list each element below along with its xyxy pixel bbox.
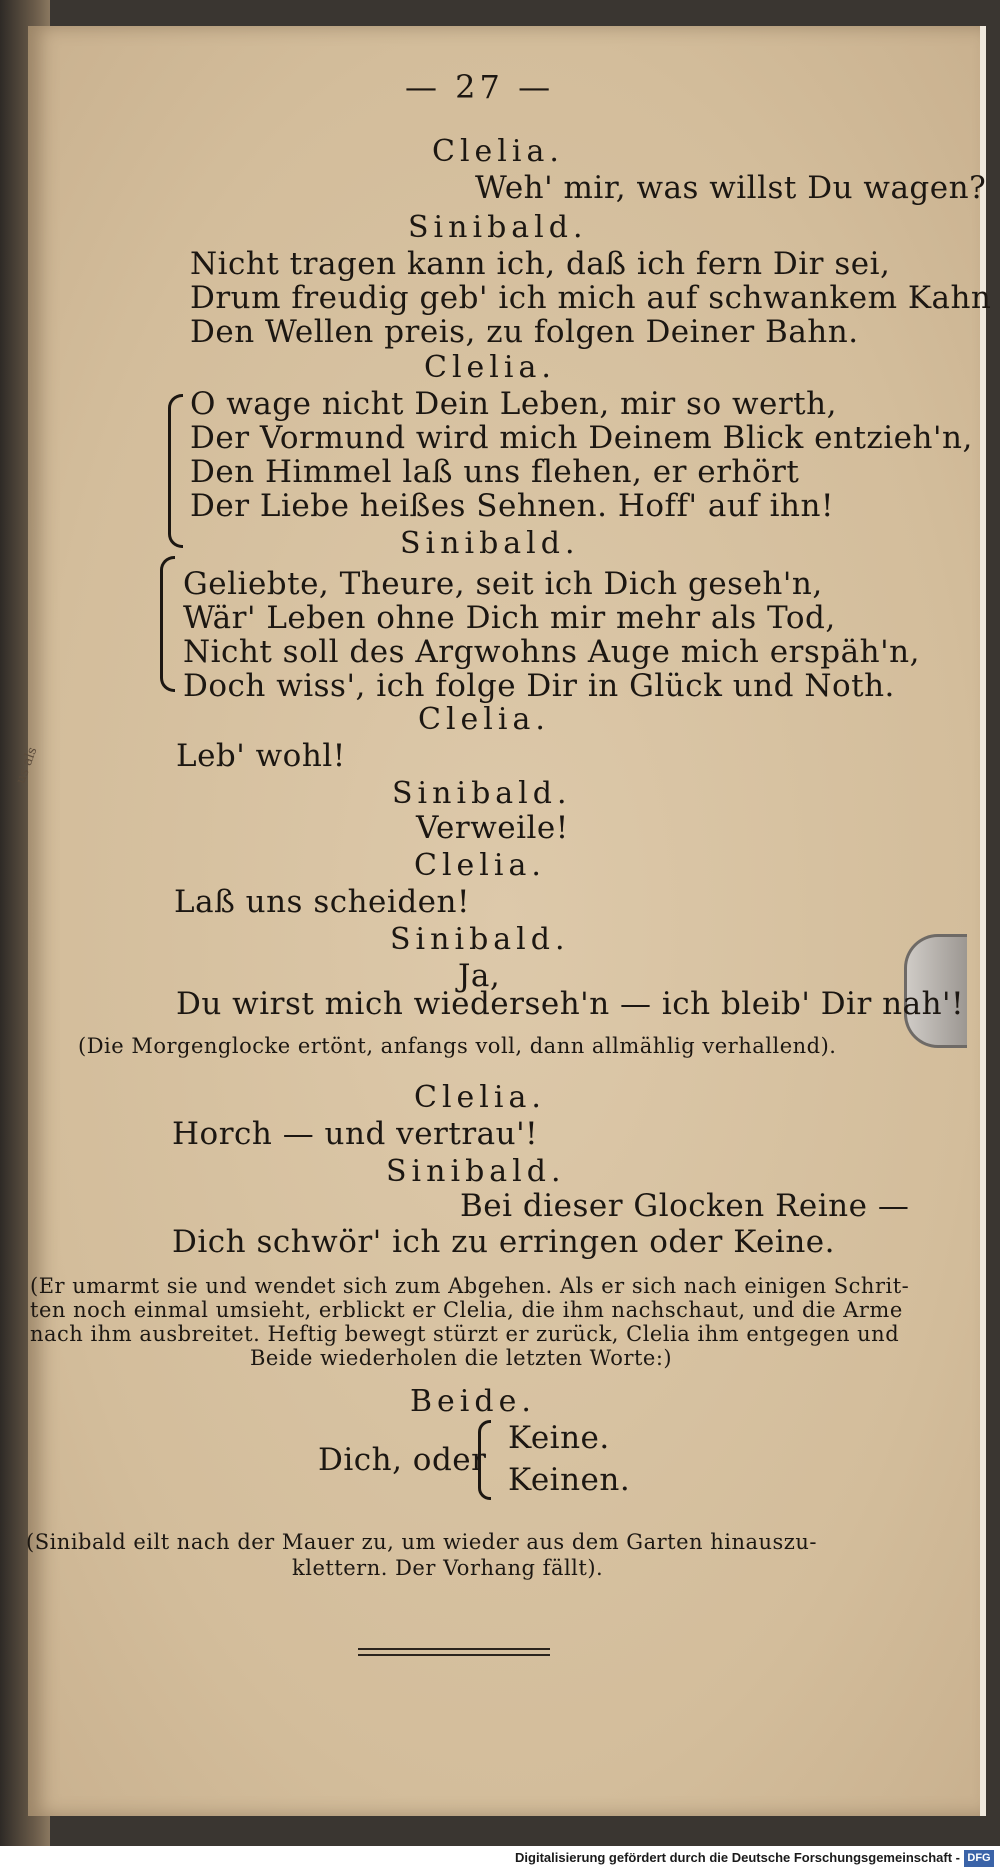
- verse-line: Der Vormund wird mich Deinem Blick entzieh'n,: [190, 420, 973, 456]
- margin-note: us als: [13, 745, 41, 786]
- verse-line: Keinen.: [508, 1462, 631, 1498]
- stage-direction: (Die Morgenglocke ertönt, anfangs voll, dann allmählig verhallend).: [78, 1034, 837, 1058]
- verse-line: Drum freudig geb' ich mich auf schwankem Kahn: [190, 280, 992, 316]
- end-rule: [358, 1648, 550, 1650]
- stage-direction: Beide wiederholen die letzten Worte:): [250, 1346, 673, 1370]
- verse-line: Nicht tragen kann ich, daß ich fern Dir sei,: [190, 246, 891, 282]
- verse-line: Dich, oder: [318, 1442, 487, 1478]
- speaker-sinibald: Sinibald.: [400, 526, 580, 561]
- dfg-logo: DFG: [964, 1850, 994, 1867]
- speaker-clelia: Clelia.: [424, 350, 556, 385]
- verse-line: O wage nicht Dein Leben, mir so werth,: [190, 386, 837, 422]
- footer-credit: Digitalisierung gefördert durch die Deutsche Forschungsgemeinschaft -: [515, 1850, 960, 1865]
- speaker-clelia: Clelia.: [414, 848, 546, 883]
- speaker-sinibald: Sinibald.: [408, 210, 588, 245]
- verse-line: Verweile!: [416, 810, 569, 846]
- verse-line: Ja,: [458, 958, 501, 994]
- verse-line: Den Himmel laß uns flehen, er erhört: [190, 454, 800, 490]
- speaker-clelia: Clelia.: [418, 702, 550, 737]
- brace-beide: [478, 1420, 491, 1500]
- verse-line: Bei dieser Glocken Reine —: [460, 1188, 910, 1224]
- footer-bar: [0, 1846, 1000, 1872]
- page-number: — 27 —: [405, 68, 555, 106]
- speaker-clelia: Clelia.: [432, 134, 564, 169]
- verse-line: Geliebte, Theure, seit ich Dich geseh'n,: [183, 566, 823, 602]
- verse-line: Du wirst mich wiederseh'n — ich bleib' Dir nah'!: [176, 986, 965, 1022]
- verse-line: Weh' mir, was willst Du wagen?: [475, 170, 987, 206]
- stage-direction: ten noch einmal umsieht, erblickt er Clelia, die ihm nachschaut, und die Arme: [30, 1298, 903, 1322]
- end-rule: [358, 1654, 550, 1656]
- verse-line: Der Liebe heißes Sehnen. Hoff' auf ihn!: [190, 488, 834, 524]
- brace-clelia: [168, 394, 183, 548]
- verse-line: Horch — und vertrau'!: [172, 1116, 539, 1152]
- speaker-clelia: Clelia.: [414, 1080, 546, 1115]
- stage-direction: (Er umarmt sie und wendet sich zum Abgehen. Als er sich nach einigen Schrit-: [30, 1274, 910, 1298]
- stage-direction: (Sinibald eilt nach der Mauer zu, um wieder aus dem Garten hinauszu-: [26, 1530, 817, 1554]
- speaker-sinibald: Sinibald.: [390, 922, 570, 957]
- verse-line: Dich schwör' ich zu erringen oder Keine.: [172, 1224, 835, 1260]
- speaker-sinibald: Sinibald.: [386, 1154, 566, 1189]
- verse-line: Leb' wohl!: [176, 738, 346, 774]
- verse-line: Nicht soll des Argwohns Auge mich erspäh'n,: [183, 634, 920, 670]
- brace-sinibald: [160, 556, 175, 692]
- verse-line: Den Wellen preis, zu folgen Deiner Bahn.: [190, 314, 859, 350]
- verse-line: Keine.: [508, 1420, 610, 1456]
- speaker-sinibald: Sinibald.: [392, 776, 572, 811]
- verse-line: Laß uns scheiden!: [174, 884, 470, 920]
- stage-direction: nach ihm ausbreitet. Heftig bewegt stürzt er zurück, Clelia ihm entgegen und: [30, 1322, 900, 1346]
- speaker-beide: Beide.: [410, 1384, 536, 1419]
- verse-line: Doch wiss', ich folge Dir in Glück und Noth.: [183, 668, 895, 704]
- stage-direction: klettern. Der Vorhang fällt).: [292, 1556, 604, 1580]
- verse-line: Wär' Leben ohne Dich mir mehr als Tod,: [183, 600, 836, 636]
